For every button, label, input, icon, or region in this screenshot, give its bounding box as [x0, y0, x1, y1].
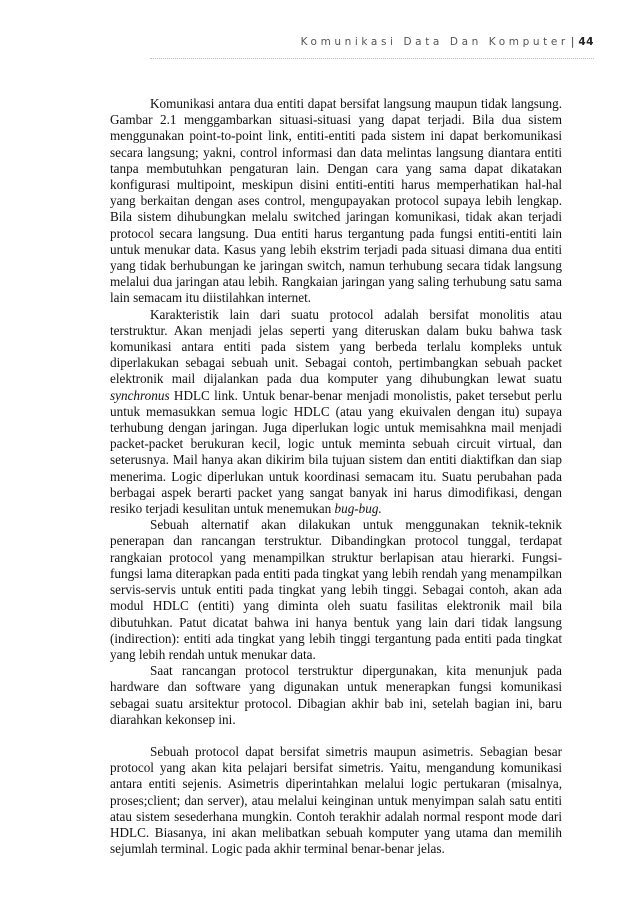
paragraph-2-part-b: HDLC link. Untuk benar-benar menjadi monolistis, paket tersebut perlu untuk memasukkan semua logic HDLC (atau yang ekuivalen dengan itu) supaya terhubung dengan jaringan. Juga diperlukan logic untuk memisahkna mail menjadi packet-packet berukuran kecil, logic untuk meminta sebuah circuit virtual, dan seterusnya. Mail hanya akan dikirim bila tujuan sistem dan entiti diaktifkan dan siap menerima. Logic diperlukan untuk koordinasi semacam itu. Suatu perubahan pada berbagai aspek berarti packet yang sangat banyak ini harus dimodifikasi, dengan resiko terjadi kesulitan untuk menemukan [110, 387, 562, 517]
body-text [110, 96, 562, 857]
paragraph-2 [110, 307, 562, 518]
header-separator: | [570, 36, 575, 48]
page-number: 44 [578, 36, 594, 48]
paragraph-4: Saat rancangan protocol terstruktur dipergunakan, kita menunjuk pada hardware dan software yang digunakan untuk menerapkan fungsi komunikasi sebagai suatu arsitektur protocol. Dibagian akhir bab ini, setelah bagian ini, baru diarahkan kekonsep ini. [110, 663, 562, 727]
header-title: Komunikasi Data Dan Komputer [300, 36, 569, 48]
paragraph-2-italic-bug: bug-bug. [334, 501, 382, 517]
paragraph-2-italic-synchronus: synchronus [110, 387, 170, 403]
paragraph-2-part-a: Karakteristik lain dari suatu protocol adalah bersifat monolitis atau terstruktur. Akan menjadi jelas seperti yang diteruskan dalam buku bahwa task komunikasi antara entiti pada sistem yang berbeda terlalu kompleks untuk diperlakukan sebagai sebuah unit. Sebagai contoh, pertimbangkan sebuah packet elektronik mail dijalankan pada dua komputer yang dihubungkan lewat suatu [110, 306, 562, 387]
paragraph-1: Komunikasi antara dua entiti dapat bersifat langsung maupun tidak langsung. Gambar 2.1 menggambarkan situasi-situasi yang dapat terjadi. Bila dua sistem menggunakan point-to-point link, entiti-entiti pada sistem ini dapat berkomunikasi secara langsung; yakni, control informasi dan data melintas langsung diantara entiti tanpa membutuhkan pengaturan lain. Dengan cara yang sama dapat dikatakan konfigurasi multipoint, meskipun disini entiti-entiti harus memperhatikan hal-hal yang berkaitan dengan ases control, mengupayakan protocol supaya lebih lengkap. Bila sistem dihubungkan melalu switched jaringan komunikasi, tidak akan terjadi protocol secara langsung. Dua entiti harus tergantung pada fungsi entiti-entiti lain untuk menukar data. Kasus yang lebih ekstrim terjadi pada situasi dimana dua entiti yang tidak berhubungan ke jaringan switch, namun terhubung secara tidak langsung melalui dua jaringan atau lebih. Rangkaian jaringan yang saling terhubung satu sama lain semacam itu diistilahkan internet. [110, 96, 562, 306]
paragraph-5: Sebuah protocol dapat bersifat simetris maupun asimetris. Sebagian besar protocol yang akan kita pelajari bersifat simetris. Yaitu, mengandung komunikasi antara entiti sejenis. Asimetris diperintahkan melalui logic pertukaran (misalnya, proses;client; dan server), atau melalui keinginan untuk menyimpan salah satu entiti atau sistem sesederhana mungkin. Contoh terakhir adalah normal respont mode dari HDLC. Biasanya, ini akan melibatkan sebuah komputer yang utama dan memilih sejumlah terminal. Logic pada akhir terminal benar-benar jelas. [110, 743, 562, 857]
header-divider [150, 58, 594, 59]
paragraph-3: Sebuah alternatif akan dilakukan untuk menggunakan teknik-teknik penerapan dan rancangan terstruktur. Dibandingkan protocol tunggal, terdapat rangkaian protocol yang menampilkan struktur berlapisan atau hierarki. Fungsi-fungsi lama diterapkan pada entiti pada tingkat yang lebih rendah yang menampilkan servis-servis untuk entiti pada tingkat yang lebih tinggi. Sebagai contoh, akan ada modul HDLC (entiti) yang diminta oleh suatu fasilitas elektronik mail bila dibutuhkan. Patut dicatat bahwa ini hanya bentuk yang lain dari tidak langsung (indirection): entiti ada tingkat yang lebih tinggi tergantung pada entiti pada tingkat yang lebih rendah untuk menukar data. [110, 517, 562, 662]
running-header [150, 36, 594, 54]
